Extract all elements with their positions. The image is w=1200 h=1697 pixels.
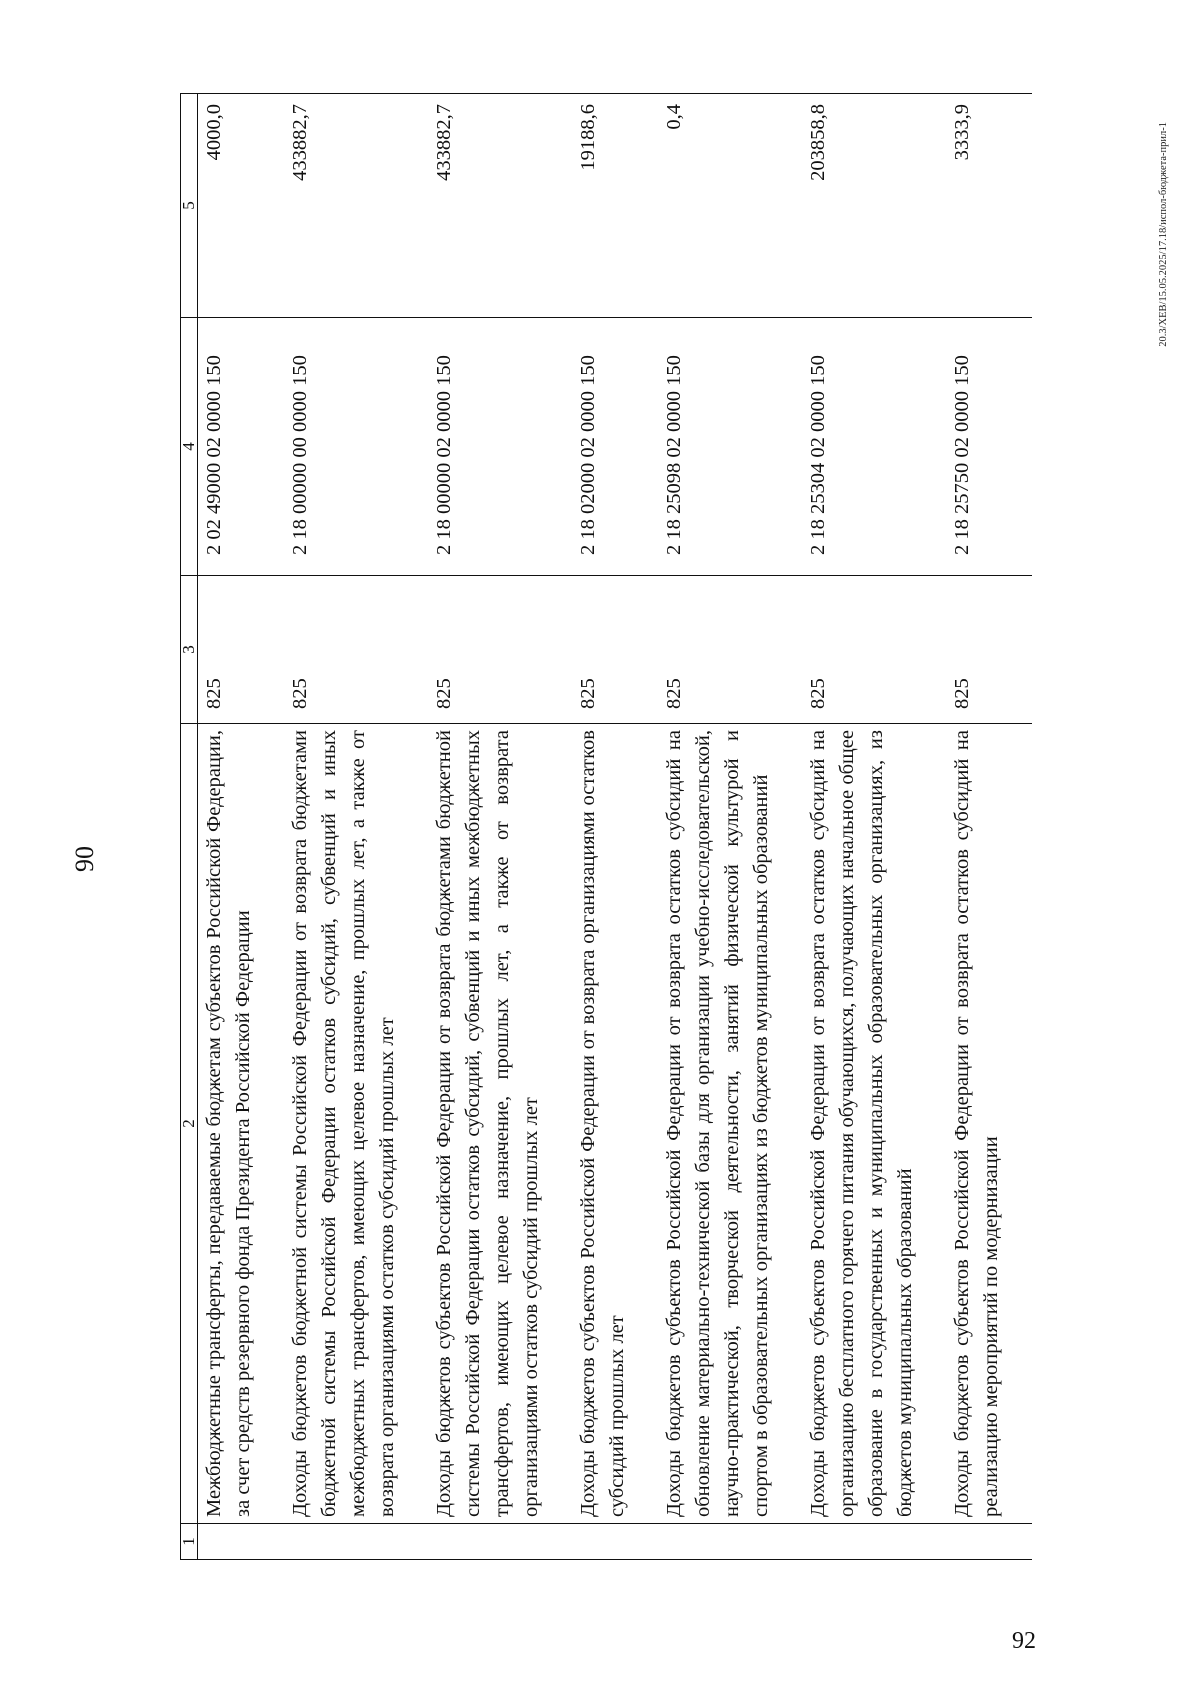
header-col-5: 5 (181, 94, 198, 318)
row-budget-code: 2 18 00000 02 0000 150 (428, 318, 572, 576)
header-col-3: 3 (181, 576, 198, 724)
header-col-4: 4 (181, 318, 198, 576)
corner-page-number: 92 (1012, 1628, 1036, 1654)
row-budget-code: 2 18 00000 00 0000 150 (284, 318, 428, 576)
row-admin-code: 825 (802, 576, 946, 724)
row-amount: 203858,8 (802, 94, 946, 318)
row-description: Доходы бюджетов субъектов Российской Федерации от возврата организациями остатков субсидий прошлых лет (572, 724, 658, 1524)
table-row (946, 94, 1032, 1560)
row-index-cell (802, 1524, 946, 1560)
row-description: Межбюджетные трансферты, передаваемые бюджетам субъектов Российской Федерации, за счет средств резервного фонда Президента Российской Федерации (198, 724, 285, 1524)
row-amount: 0,4 (658, 94, 802, 318)
row-index-cell (284, 1524, 428, 1560)
row-index-cell (428, 1524, 572, 1560)
row-amount: 3333,9 (946, 94, 1032, 318)
revenue-table (180, 93, 1032, 1560)
row-admin-code: 825 (428, 576, 572, 724)
row-description: Доходы бюджетов субъектов Российской Федерации от возврата остатков субсидий на обновление материально-технической базы для организации учебно-исследовательской, научно-практической, творческой деятельности, занятий физической культурой и спортом в образовательных организациях из бюджетов муниципальных образований (658, 724, 802, 1524)
header-col-1: 1 (181, 1524, 198, 1560)
page-number: 90 (70, 846, 99, 872)
document-footer-code: 20.3/ХЕВ/15.05.2025/17.18/испол-бюджета-прил-1 (1158, 122, 1169, 347)
row-budget-code: 2 18 02000 02 0000 150 (572, 318, 658, 576)
row-description: Доходы бюджетов субъектов Российской Федерации от возврата бюджетами бюджетной системы Российской Федерации остатков субсидий, субвенций и иных межбюджетных трансфертов, имеющих целевое назначение, прошлых лет, а также от возврата организациями остатков субсидий прошлых лет (428, 724, 572, 1524)
row-description: Доходы бюджетов бюджетной системы Российской Федерации от возврата бюджетами бюджетной системы Российской Федерации остатков субсидий, субвенций и иных межбюджетных трансфертов, имеющих целевое назначение, прошлых лет, а также от возврата организациями остатков субсидий прошлых лет (284, 724, 428, 1524)
row-amount: 19188,6 (572, 94, 658, 318)
row-amount: 433882,7 (428, 94, 572, 318)
row-budget-code: 2 18 25304 02 0000 150 (802, 318, 946, 576)
row-amount: 433882,7 (284, 94, 428, 318)
table-row (572, 94, 658, 1560)
table-row (428, 94, 572, 1560)
table-row (802, 94, 946, 1560)
row-budget-code: 2 18 25750 02 0000 150 (946, 318, 1032, 576)
header-col-2: 2 (181, 724, 198, 1524)
row-description: Доходы бюджетов субъектов Российской Федерации от возврата остатков субсидий на организацию бесплатного горячего питания обучающихся, получающих начальное общее образование в государственных и муниципальных образовательных организациях, из бюджетов муниципальных образований (802, 724, 946, 1524)
row-admin-code: 825 (198, 576, 285, 724)
row-admin-code: 825 (658, 576, 802, 724)
table-row (198, 94, 285, 1560)
row-index-cell (658, 1524, 802, 1560)
row-index-cell (946, 1524, 1032, 1560)
table-row (284, 94, 428, 1560)
row-index-cell (572, 1524, 658, 1560)
header-row (181, 94, 198, 1560)
row-budget-code: 2 18 25098 02 0000 150 (658, 318, 802, 576)
row-admin-code: 825 (284, 576, 428, 724)
row-description: Доходы бюджетов субъектов Российской Федерации от возврата остатков субсидий на реализацию мероприятий по модернизации (946, 724, 1032, 1524)
row-index-cell (198, 1524, 285, 1560)
row-admin-code: 825 (946, 576, 1032, 724)
row-budget-code: 2 02 49000 02 0000 150 (198, 318, 285, 576)
row-amount: 4000,0 (198, 94, 285, 318)
table-row (658, 94, 802, 1560)
row-admin-code: 825 (572, 576, 658, 724)
